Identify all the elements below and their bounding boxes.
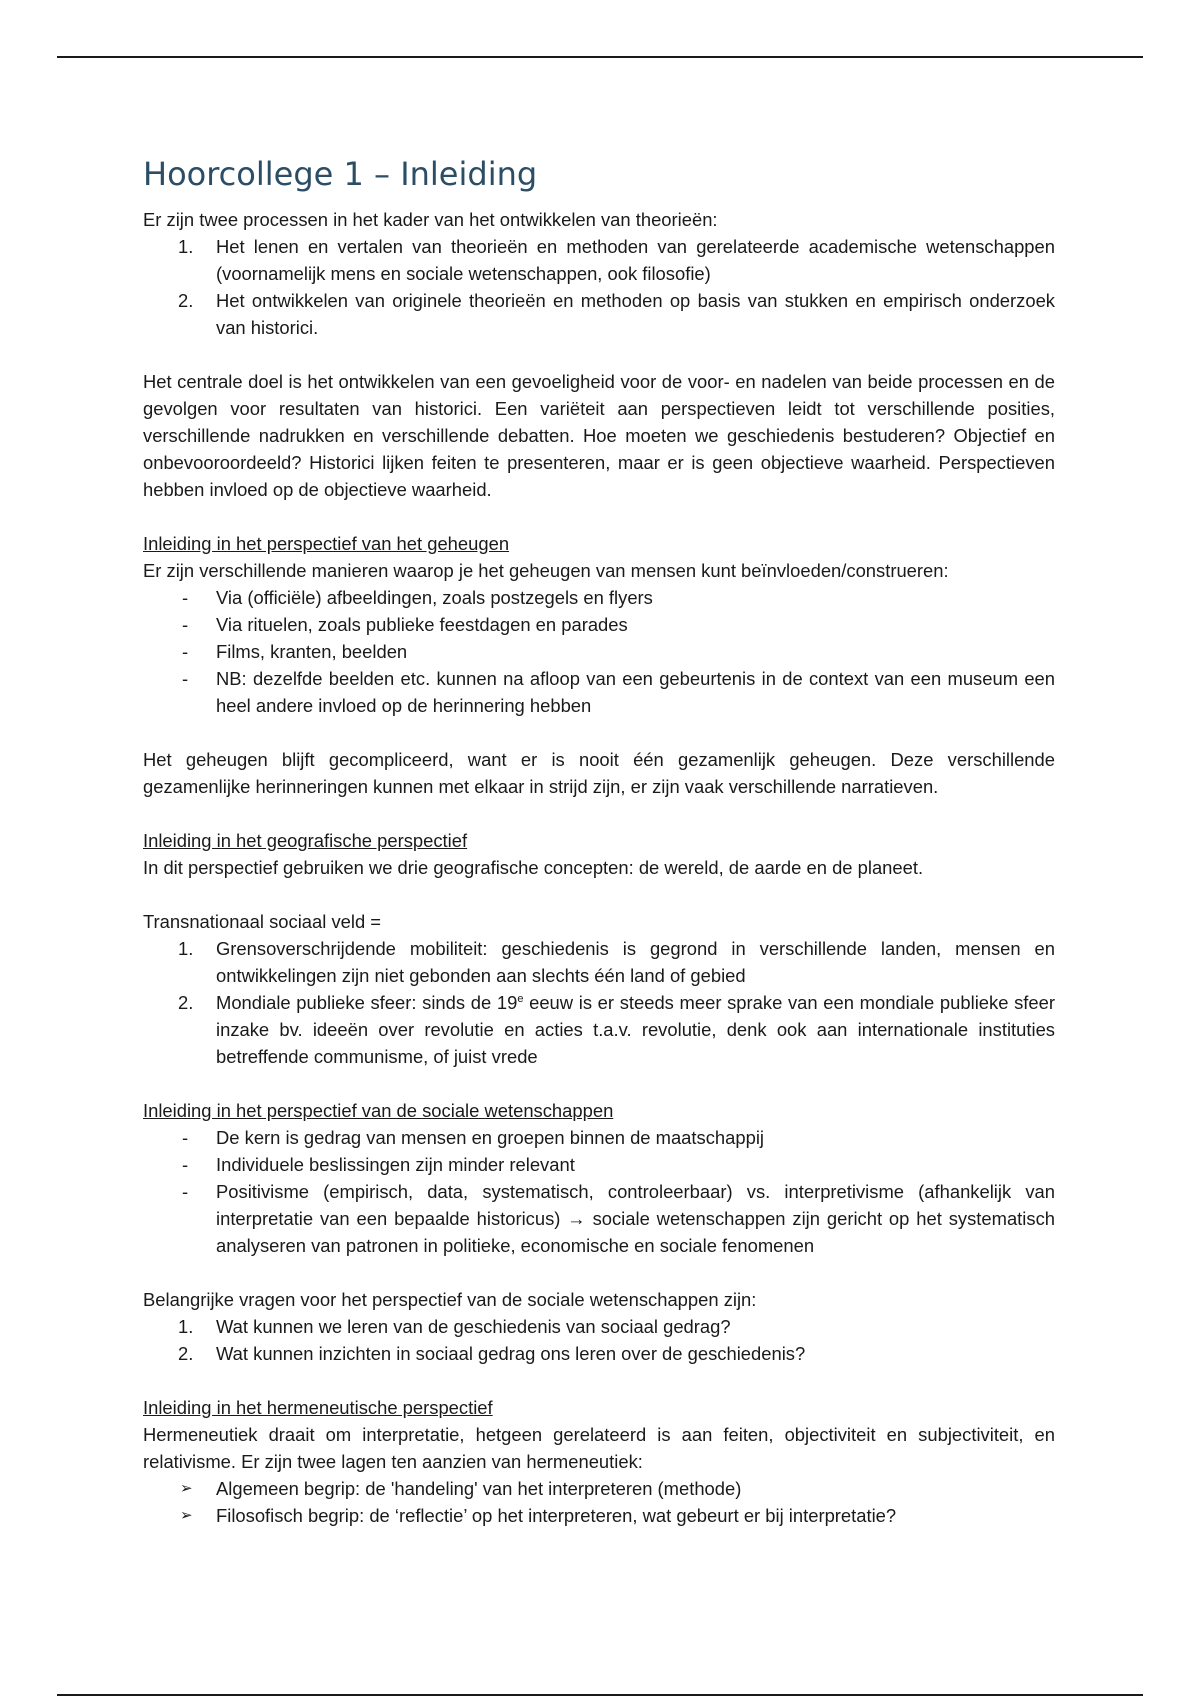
list-number: 1.	[178, 938, 194, 959]
dash-bullet: -	[182, 614, 189, 635]
list-item-text: NB: dezelfde beelden etc. kunnen na afloop van een gebeurtenis in de context van een museum een heel andere invloed op de herinnering hebben	[216, 668, 1055, 716]
social-list	[143, 1124, 1055, 1259]
list-item-text-end: eeuw is er steeds meer sprake van een mondiale publieke sfeer inzake bv. ideeën over revolutie en acties t.a.v. revolutie, denk ook aan internationale instituties betreffende communisme, of juist vrede	[216, 992, 1055, 1067]
hermeneutic-intro: Hermeneutiek draait om interpretatie, hetgeen gerelateerd is aan feiten, objectiviteit en subjectiviteit, en relativisme. Er zijn twee lagen ten aanzien van hermeneutiek:	[143, 1424, 1055, 1472]
memory-list	[143, 584, 1055, 719]
list-item-text: Filosofisch begrip: de ‘reflectie’ op het interpreteren, wat gebeurt er bij interpretatie?	[216, 1505, 897, 1526]
spacer	[143, 800, 1055, 827]
section-heading-geo: Inleiding in het geografische perspectief	[143, 830, 468, 851]
list-item-text: De kern is gedrag van mensen en groepen binnen de maatschappij	[216, 1127, 764, 1148]
list-item-text-start: Mondiale publieke sfeer: sinds de 19	[216, 992, 518, 1013]
document-title: Hoorcollege 1 – Inleiding	[143, 155, 538, 193]
dash-bullet: -	[182, 1154, 189, 1175]
list-item	[143, 1151, 1055, 1178]
list-item-text: Films, kranten, beelden	[216, 641, 408, 662]
spacer	[143, 719, 1055, 746]
list-item-text: Individuele beslissingen zijn minder relevant	[216, 1154, 575, 1175]
geo-intro: In dit perspectief gebruiken we drie geografische concepten: de wereld, de aarde en de planeet.	[143, 857, 924, 878]
memory-paragraph: Het geheugen blijft gecompliceerd, want er is nooit één gezamenlijk geheugen. Deze verschillende gezamenlijke herinneringen kunnen met elkaar in strijd zijn, er zijn vaak verschillende narratieven.	[143, 749, 1055, 797]
arrow-bullet-icon: ➢	[180, 1480, 193, 1497]
transnational-label: Transnationaal sociaal veld =	[143, 911, 382, 932]
list-item-text: Via rituelen, zoals publieke feestdagen en parades	[216, 614, 628, 635]
list-number: 1.	[178, 236, 194, 257]
spacer	[143, 881, 1055, 908]
list-item	[143, 584, 1055, 611]
list-item-text: Het ontwikkelen van originele theorieën en methoden op basis van stukken en empirisch onderzoek van historici.	[216, 290, 1055, 338]
hermeneutic-list	[143, 1475, 1055, 1529]
list-item	[143, 935, 1055, 989]
memory-intro: Er zijn verschillende manieren waarop je het geheugen van mensen kunt beïnvloeden/construeren:	[143, 560, 949, 581]
section-heading-memory: Inleiding in het perspectief van het geheugen	[143, 533, 510, 554]
section-heading-social: Inleiding in het perspectief van de sociale wetenschappen	[143, 1100, 614, 1121]
dash-bullet: -	[182, 641, 189, 662]
list-number: 2.	[178, 992, 194, 1013]
spacer	[143, 1070, 1055, 1097]
superscript-e: e	[517, 992, 524, 1005]
list-item-text: Algemeen begrip: de 'handeling' van het interpreteren (methode)	[216, 1478, 742, 1499]
list-item	[143, 1178, 1055, 1259]
list-item	[143, 1475, 1055, 1502]
list-number: 2.	[178, 1343, 194, 1364]
list-item	[143, 665, 1055, 719]
spacer	[143, 1367, 1055, 1394]
list-item-text: Positivisme (empirisch, data, systematisch, controleerbaar) vs. interpretivisme (afhankelijk van interpretatie van een bepaalde historicus) → sociale wetenschappen zijn gericht op het systematisch analyseren van patronen in politieke, economische en sociale fenomenen	[216, 1181, 1055, 1256]
list-item	[143, 611, 1055, 638]
dash-bullet: -	[182, 1127, 189, 1148]
list-item-text: Via (officiële) afbeeldingen, zoals postzegels en flyers	[216, 587, 653, 608]
list-item	[143, 638, 1055, 665]
footer-rule	[57, 1694, 1143, 1696]
list-item	[143, 989, 1055, 1070]
list-item-text: Wat kunnen we leren van de geschiedenis van sociaal gedrag?	[216, 1316, 731, 1337]
central-paragraph: Het centrale doel is het ontwikkelen van een gevoeligheid voor de voor- en nadelen van beide processen en de gevolgen voor resultaten van historici. Een variëteit aan perspectieven leidt tot verschillende posities, verschillende nadrukken en verschillende debatten. Hoe moeten we geschiedenis bestuderen? Objectief en onbevooroordeeld? Historici lijken feiten te presenteren, maar er is geen objectieve waarheid. Perspectieven hebben invloed op de objectieve waarheid.	[143, 371, 1055, 500]
list-number: 2.	[178, 290, 194, 311]
spacer	[143, 341, 1055, 368]
arrow-bullet-icon: ➢	[180, 1507, 193, 1524]
list-item	[143, 1340, 1055, 1367]
social-questions-list	[143, 1313, 1055, 1367]
social-questions-intro: Belangrijke vragen voor het perspectief van de sociale wetenschappen zijn:	[143, 1289, 757, 1310]
list-item	[143, 1313, 1055, 1340]
list-item-text: Het lenen en vertalen van theorieën en methoden van gerelateerde academische wetenschappen (voornamelijk mens en sociale wetenschappen, ook filosofie)	[216, 236, 1055, 284]
header-rule	[57, 56, 1143, 58]
list-item	[143, 1502, 1055, 1529]
intro-list	[143, 233, 1055, 341]
list-number: 1.	[178, 1316, 194, 1337]
list-item-text: Grensoverschrijdende mobiliteit: geschiedenis is gegrond in verschillende landen, mensen en ontwikkelingen zijn niet gebonden aan slechts één land of gebied	[216, 938, 1055, 986]
document-page	[143, 152, 1055, 1529]
list-item	[143, 287, 1055, 341]
list-item	[143, 233, 1055, 287]
list-item	[143, 1124, 1055, 1151]
spacer	[143, 503, 1055, 530]
dash-bullet: -	[182, 1181, 189, 1202]
dash-bullet: -	[182, 668, 189, 689]
spacer	[143, 1259, 1055, 1286]
section-heading-hermeneutic: Inleiding in het hermeneutische perspectief	[143, 1397, 493, 1418]
list-item-text: Wat kunnen inzichten in sociaal gedrag ons leren over de geschiedenis?	[216, 1343, 806, 1364]
intro-paragraph: Er zijn twee processen in het kader van het ontwikkelen van theorieën:	[143, 209, 718, 230]
dash-bullet: -	[182, 587, 189, 608]
geo-list	[143, 935, 1055, 1070]
